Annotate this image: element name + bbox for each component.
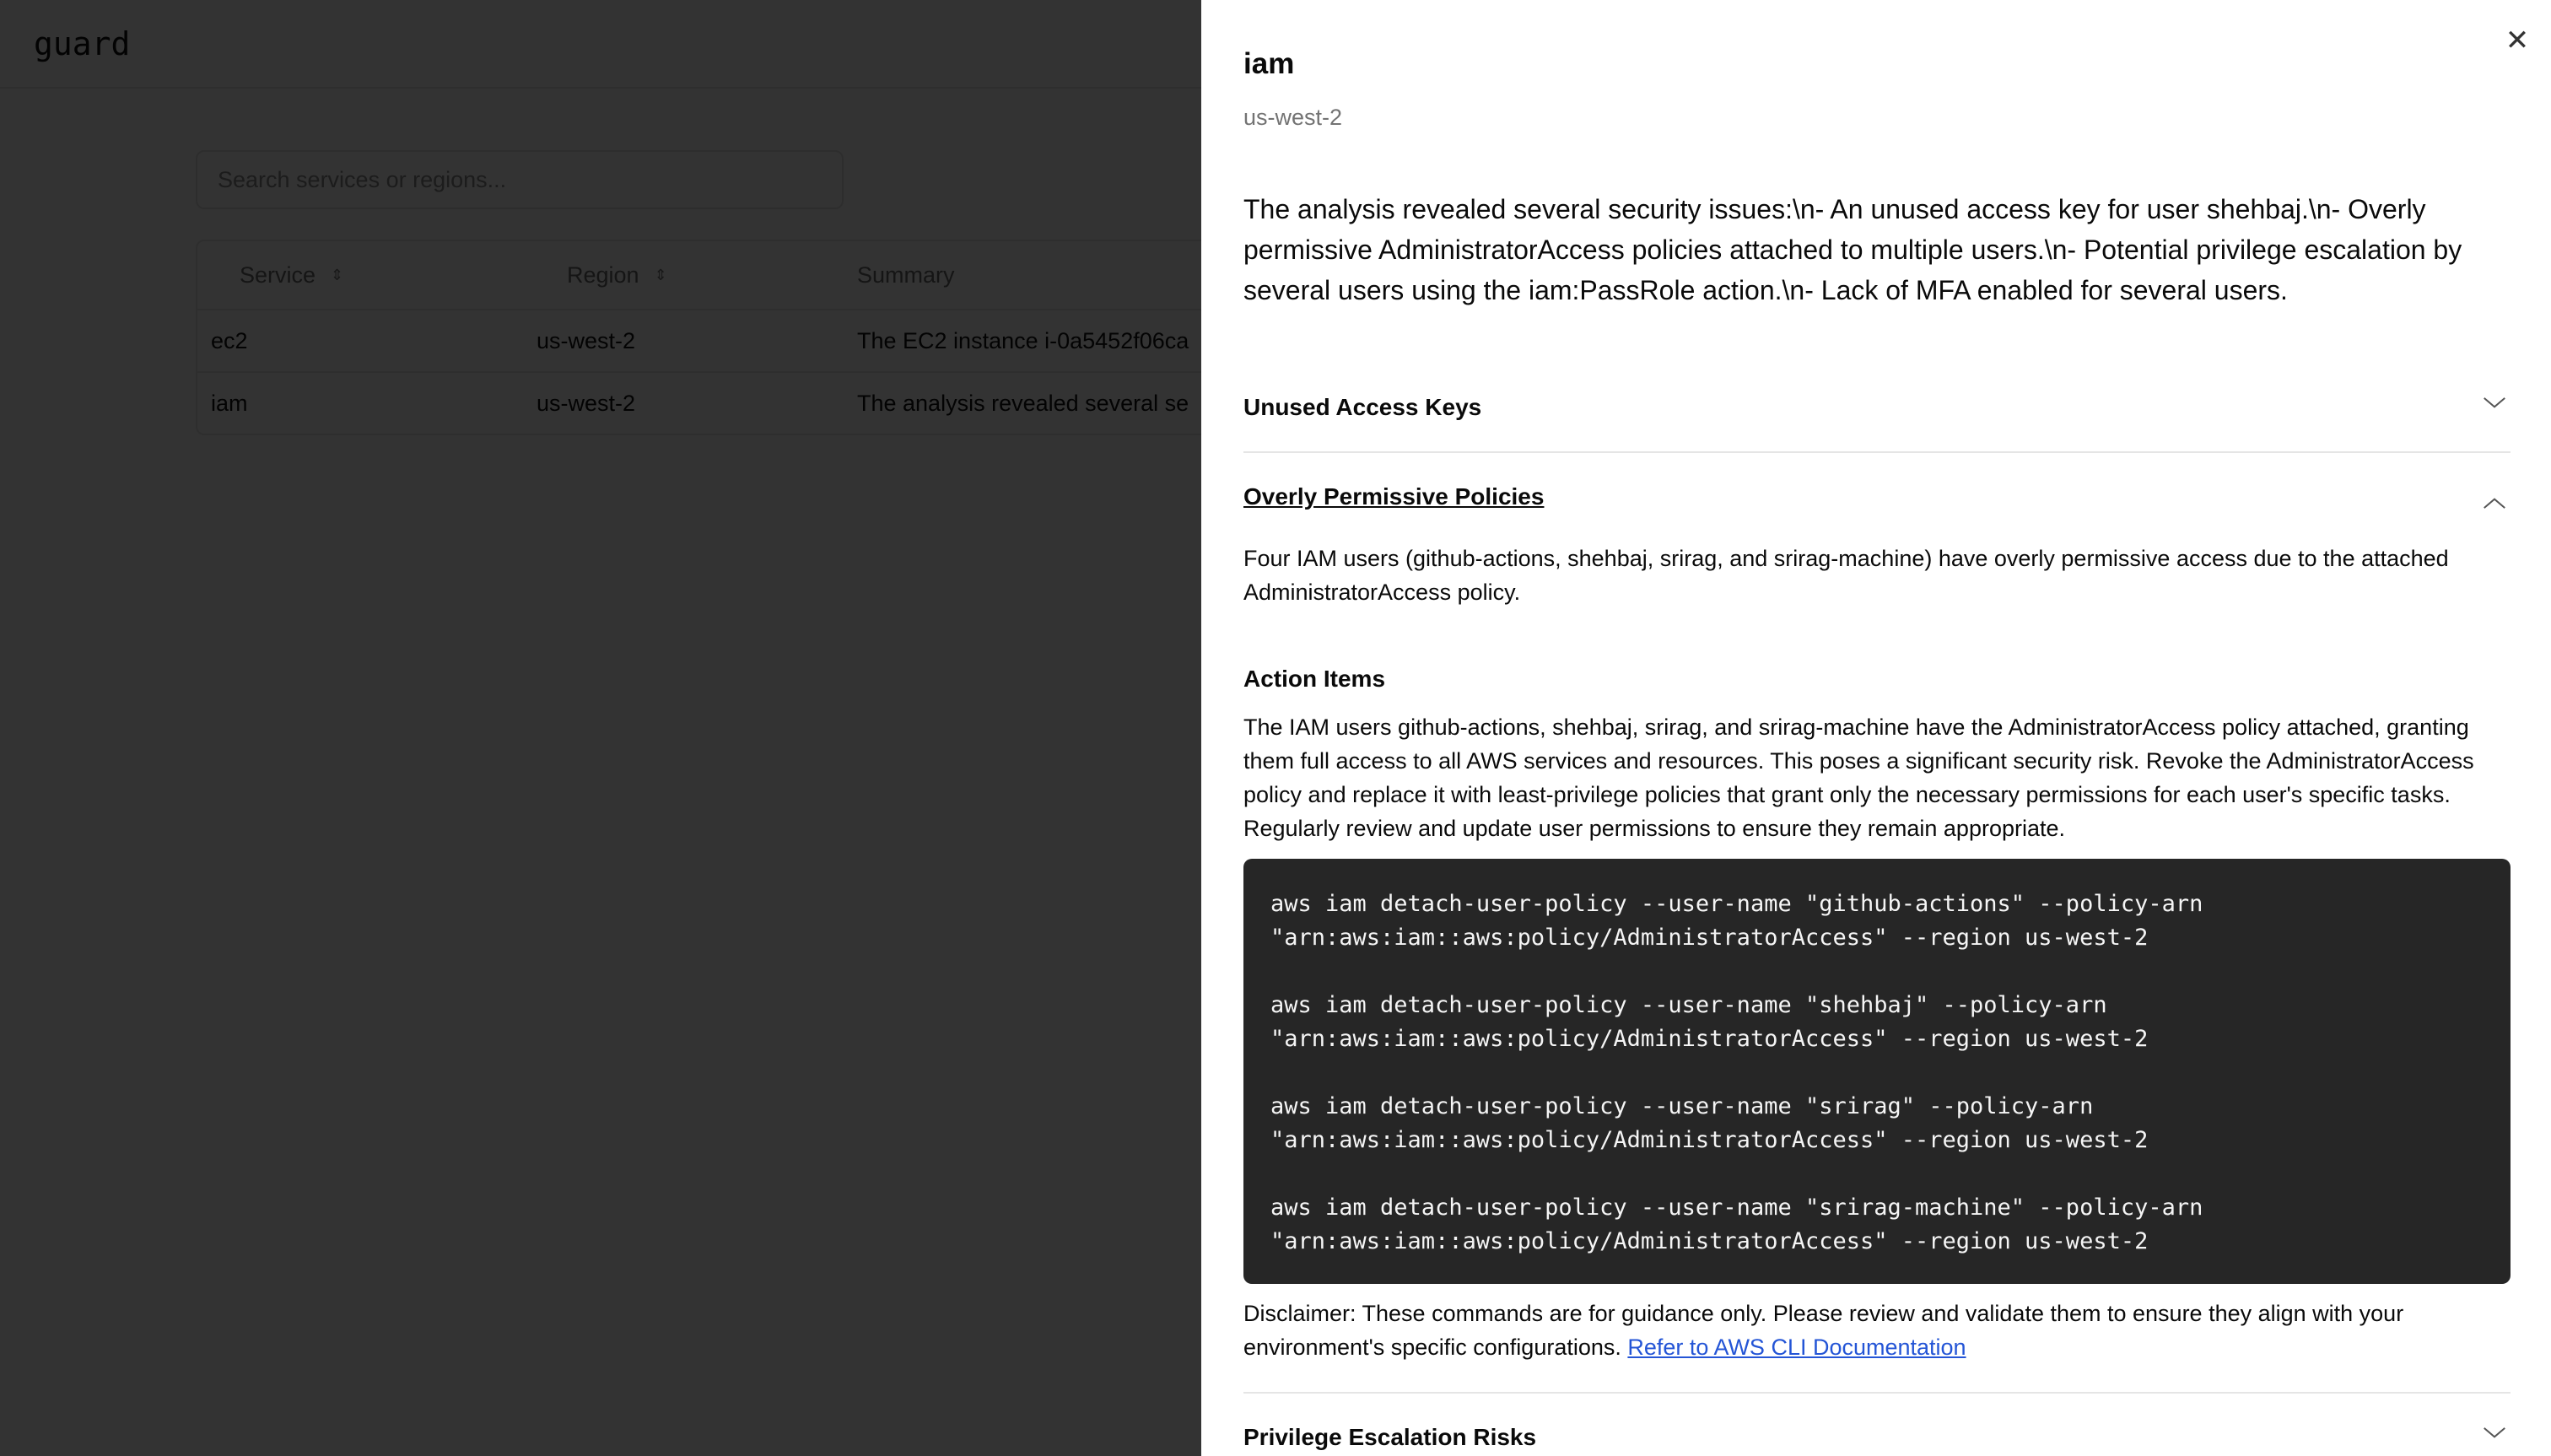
code-line: aws iam detach-user-policy --user-name "shehbaj" --policy-arn bbox=[1270, 992, 2107, 1018]
close-icon[interactable]: ✕ bbox=[2505, 24, 2530, 57]
action-items-text: The IAM users github-actions, shehbaj, srirag, and srirag-machine have the AdministratorAccess policy attached, granting them full access to all AWS services and resources. This poses a significant security risk. Revoke the AdministratorAccess policy and replace it with least-privilege policies that grant only the necessary permissions for each user's specific tasks. Regularly review and update user permissions to ensure they remain appropriate. bbox=[1243, 715, 2474, 841]
chevron-up-icon: ︿ bbox=[2483, 485, 2505, 511]
divider bbox=[1243, 1392, 2511, 1394]
sheet-summary: The analysis revealed several security issues:\n- An unused access key for user shehbaj.\n- Overly permissive AdministratorAccess policies attached to multiple users.\n- Potential privilege escalation by several users using the iam:PassRole action.\n- Lack of MFA enabled for several users. bbox=[1243, 194, 2462, 305]
accordion-unused-access-keys[interactable] bbox=[1243, 382, 2511, 433]
disclaimer-text bbox=[1243, 1297, 2511, 1364]
code-line: aws iam detach-user-policy --user-name "github-actions" --policy-arn bbox=[1270, 891, 2203, 917]
code-line: "arn:aws:iam::aws:policy/AdministratorAccess" --region us-west-2 bbox=[1270, 1127, 2149, 1153]
divider bbox=[1243, 451, 2511, 453]
code-line: "arn:aws:iam::aws:policy/AdministratorAccess" --region us-west-2 bbox=[1270, 925, 2149, 951]
sheet-region: us-west-2 bbox=[1243, 105, 1343, 130]
accordion-title: Unused Access Keys bbox=[1243, 394, 1482, 420]
code-line: "arn:aws:iam::aws:policy/AdministratorAccess" --region us-west-2 bbox=[1270, 1228, 2149, 1254]
accordion-privilege-escalation-risks[interactable] bbox=[1243, 1412, 2511, 1456]
detail-sheet bbox=[1201, 0, 2551, 1456]
sheet-title: iam bbox=[1243, 47, 1295, 80]
code-line: "arn:aws:iam::aws:policy/AdministratorAccess" --region us-west-2 bbox=[1270, 1026, 2149, 1052]
accordion-title: Privilege Escalation Risks bbox=[1243, 1424, 1537, 1450]
chevron-down-icon: ﹀ bbox=[2483, 396, 2505, 422]
aws-cli-docs-link[interactable]: Refer to AWS CLI Documentation bbox=[1627, 1335, 1966, 1360]
code-line: aws iam detach-user-policy --user-name "srirag-machine" --policy-arn bbox=[1270, 1194, 2203, 1221]
code-line: aws iam detach-user-policy --user-name "srirag" --policy-arn bbox=[1270, 1093, 2094, 1119]
accordion-overly-permissive-policies[interactable] bbox=[1243, 472, 2511, 522]
accordion-title: Overly Permissive Policies bbox=[1243, 483, 1545, 510]
disclaimer: Disclaimer: These commands are for guidance only. Please review and validate them to ensure they align with your environment's specific configurations. bbox=[1243, 1301, 2404, 1360]
action-items-heading: Action Items bbox=[1243, 666, 1386, 692]
chevron-down-icon: ﹀ bbox=[2483, 1426, 2505, 1452]
code-block[interactable] bbox=[1243, 859, 2511, 1284]
section-description: Four IAM users (github-actions, shehbaj, srirag, and srirag-machine) have overly permissive access due to the attached AdministratorAccess policy. bbox=[1243, 546, 2449, 605]
